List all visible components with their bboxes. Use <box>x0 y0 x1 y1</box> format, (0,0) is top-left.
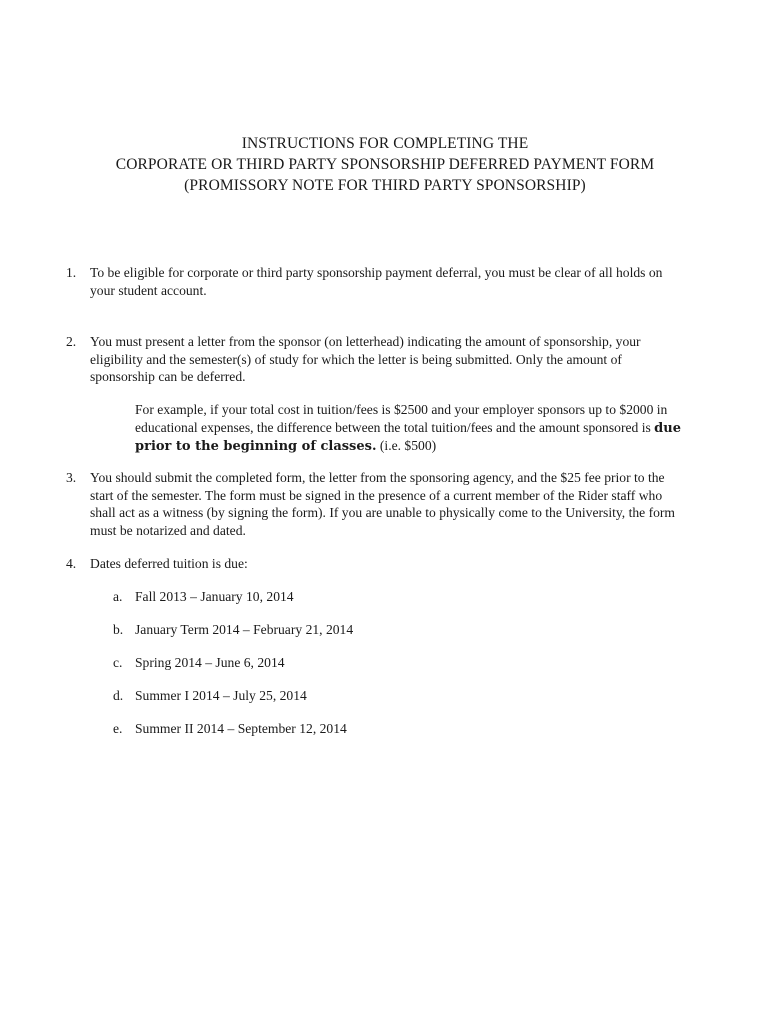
date-text: January Term 2014 – February 21, 2014 <box>135 622 354 637</box>
date-text: Summer II 2014 – September 12, 2014 <box>135 721 347 736</box>
example-emphasis-due: due <box>654 420 681 436</box>
item-line: You should submit the completed form, the letter from the sponsoring agency, and the $25 fee prior to the <box>90 470 665 485</box>
example-line-2-text: educational expenses, the difference between the total tuition/fees and the amount sponsored is <box>135 419 655 435</box>
title-line-1: INSTRUCTIONS FOR COMPLETING THE <box>241 135 529 152</box>
date-text: Spring 2014 – June 6, 2014 <box>135 655 285 670</box>
item-number: 1. <box>66 265 77 280</box>
example-line-2 <box>135 419 730 438</box>
document-title <box>0 133 770 196</box>
date-item-c <box>113 654 285 672</box>
item-line: start of the semester. The form must be signed in the presence of a current member of the Rider staff who <box>90 487 663 503</box>
date-text: Fall 2013 – January 10, 2014 <box>135 589 294 604</box>
item-line: sponsorship can be deferred. <box>90 369 246 384</box>
date-item-e <box>113 720 347 738</box>
example-paragraph <box>135 401 730 456</box>
item-line: To be eligible for corporate or third party sponsorship payment deferral, you must be clear of all holds on <box>90 265 663 280</box>
date-item-b <box>113 621 353 639</box>
date-letter: c. <box>113 655 123 670</box>
date-letter: a. <box>113 589 123 604</box>
example-line-1: For example, if your total cost in tuition/fees is $2500 and your employer sponsors up to $2000 in <box>135 402 668 417</box>
item-line: shall act as a witness (by signing the form). If you are unable to physically come to the University, the form <box>90 505 676 520</box>
item-text <box>90 333 726 386</box>
example-line-3-text: (i.e. $500) <box>376 438 437 453</box>
example-line-3 <box>135 437 730 456</box>
date-letter: e. <box>113 721 123 736</box>
item-number: 3. <box>66 470 77 485</box>
date-item-a <box>113 588 294 606</box>
item-text <box>90 555 726 573</box>
item-number: 4. <box>66 556 77 571</box>
item-text <box>90 469 726 539</box>
date-text: Summer I 2014 – July 25, 2014 <box>135 688 307 703</box>
title-line-2: CORPORATE OR THIRD PARTY SPONSORSHIP DEFERRED PAYMENT FORM <box>115 156 655 173</box>
date-letter: b. <box>113 622 124 637</box>
date-item-d <box>113 687 307 705</box>
item-line: your student account. <box>90 282 207 298</box>
item-number: 2. <box>66 334 77 349</box>
example-emphasis-classes: prior to the beginning of classes. <box>135 439 377 454</box>
item-text <box>90 264 726 299</box>
title-line-3: (PROMISSORY NOTE FOR THIRD PARTY SPONSORSHIP) <box>184 177 586 194</box>
item-line: Dates deferred tuition is due: <box>90 556 248 571</box>
date-letter: d. <box>113 688 124 703</box>
item-line: must be notarized and dated. <box>90 522 246 538</box>
item-line: eligibility and the semester(s) of study for which the letter is being submitted. Only the amount of <box>90 351 622 367</box>
item-line: You must present a letter from the sponsor (on letterhead) indicating the amount of sponsorship, your <box>90 334 641 349</box>
